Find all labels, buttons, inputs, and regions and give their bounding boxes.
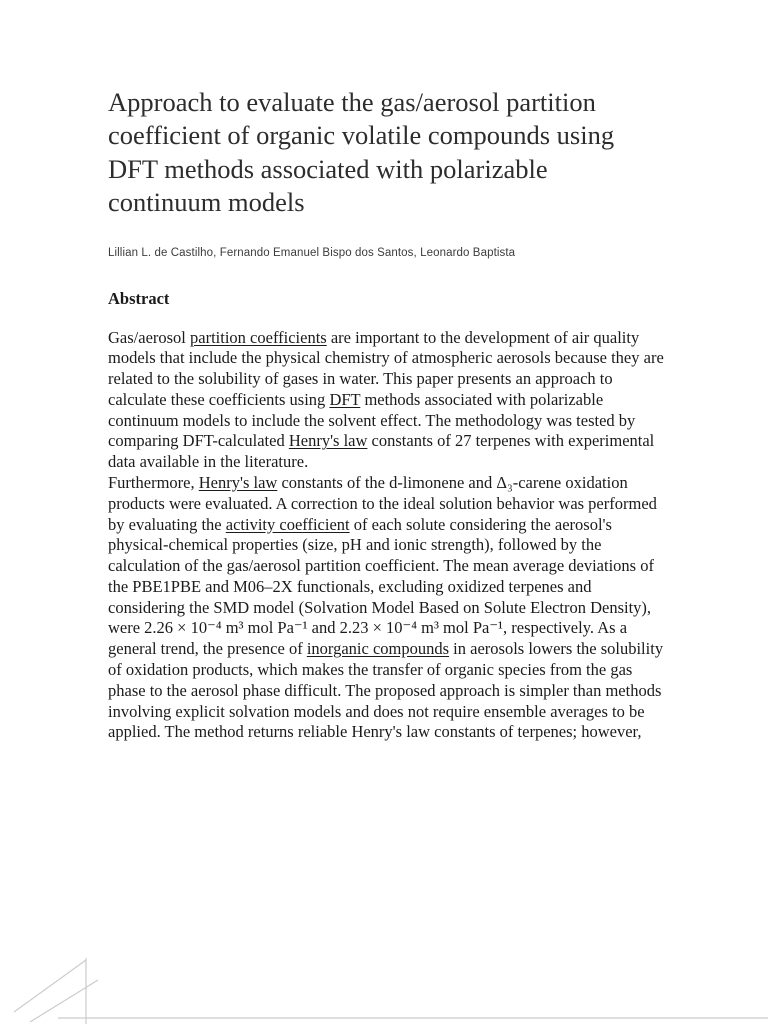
abstract-text: are important to the development of air quality models that include the physical chemistry of atmospheric aerosols because they are related to the solubility of gases in water. This paper presents an approach to calculate these coefficients using <box>108 327 664 409</box>
inline-link[interactable]: inorganic compounds <box>306 639 450 659</box>
abstract-text: of each solute considering the aerosol's physical-chemical properties (size, pH and ionic strength), followed by the calculation of the gas/aerosol partition coefficient. The mean average deviations of the PBE1PBE and M06–2X functionals, excluding oxidized terpenes and considering the SMD model (Solvation Model Based on Solute Electron Density), were 2.26 × 10⁻⁴ m³ mol Pa⁻¹ and 2.23 × 10⁻⁴ m³ mol Pa⁻¹, respectively. As a general trend, the presence of <box>108 514 654 659</box>
abstract-text: constants of 27 terpenes with experimental data available in the literature. <box>108 431 655 472</box>
page-content <box>108 86 664 743</box>
abstract-text: Gas/aerosol <box>108 327 191 347</box>
next-page-artifact <box>0 952 768 1024</box>
abstract-heading: Abstract <box>108 288 170 308</box>
abstract-text: in aerosols lowers the solubility of oxidation products, which makes the transfer of organic species from the gas phase to the aerosol phase difficult. The proposed approach is simpler than methods involving explicit solvation models and does not require ensemble averages to be applied. The method returns reliable Henry's law constants of terpenes; however, <box>108 639 664 742</box>
inline-link[interactable]: Henry's law <box>198 472 278 492</box>
abstract-paragraph <box>108 328 664 744</box>
inline-link[interactable]: partition coefficients <box>190 327 327 347</box>
inline-link[interactable]: Henry's law <box>288 431 368 451</box>
paper-title: Approach to evaluate the gas/aerosol partition coefficient of organic volatile compounds using DFT methods associated with polarizable continuum models <box>108 87 615 218</box>
inline-link[interactable]: activity coefficient <box>225 514 350 534</box>
inline-link[interactable]: DFT <box>329 389 361 409</box>
abstract-text: Furthermore, <box>108 472 199 492</box>
abstract-text: constants of the d-limonene and Δ₃-carene oxidation products were evaluated. A correction to the ideal solution behavior was performed by evaluating the <box>108 472 657 534</box>
paper-authors: Lillian L. de Castilho, Fernando Emanuel Bispo dos Santos, Leonardo Baptista <box>108 246 516 259</box>
abstract-text: methods associated with polarizable continuum models to include the solvent effect. The methodology was tested by comparing DFT-calculated <box>108 389 636 451</box>
